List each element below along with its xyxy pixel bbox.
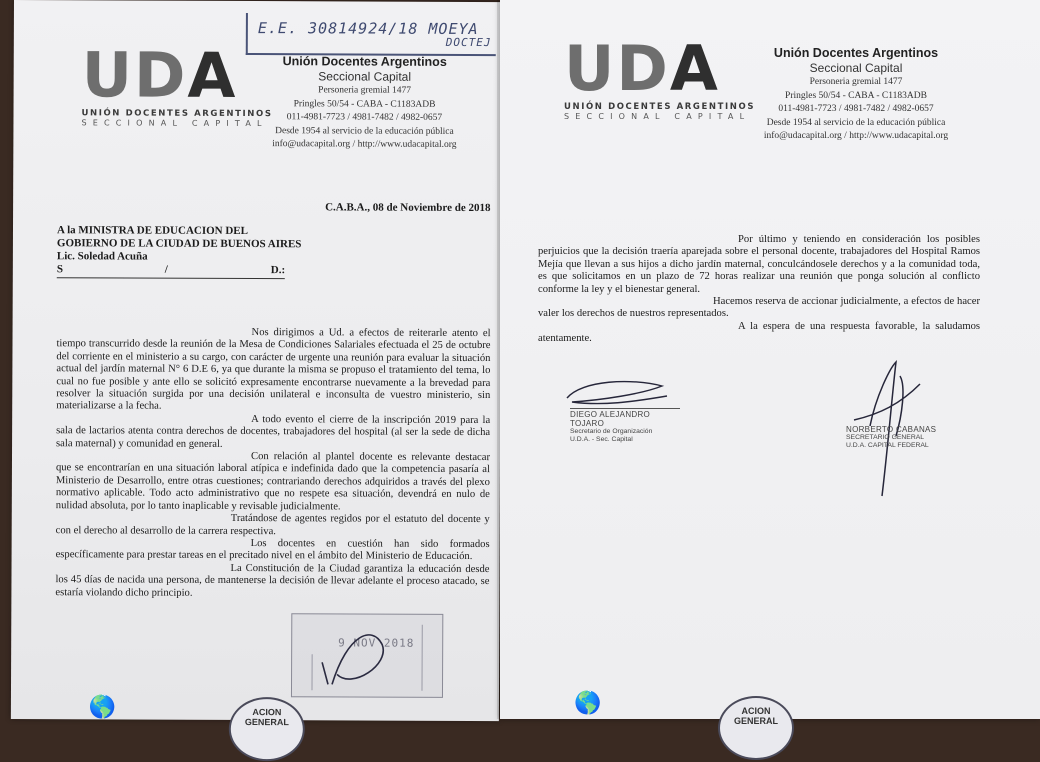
reception-stamp (291, 613, 443, 698)
org-address: Pringles 50/54 - CABA - C1183ADB (293, 98, 436, 110)
seal-text-2: ACION GENERAL (733, 706, 778, 726)
logo-wordmark-2: UDA (564, 32, 720, 105)
salutation-line (57, 263, 285, 279)
uda-logo (81, 38, 273, 129)
paragraph-3: Con relación al plantel docente es relevante destacar que se encontrarían en una situación laboral atípica e indefinida dado que la competencia pasaría al Ministerio de Desarrollo, entre otras cuestiones; contrariando derechos adquiridos a través del plexo normativo aplicable. Todo acto administrativo que no respete esa situación, devendrá en nulo de nulidad absoluta, por lo tanto inaplicable y revisable judicialmente. (55, 451, 491, 513)
org-personeria-2: Personeria gremial 1477 (809, 77, 903, 87)
signatory-1-role: Secretario de Organización (570, 428, 653, 435)
salutation-slash: / (164, 263, 168, 276)
letter-page-1 (11, 0, 502, 728)
signatory-2-name: NORBERTO CABANAS (846, 425, 937, 434)
paragraph-9: A la espera de una respuesta favorable, la saludamos atentamente. (538, 320, 980, 345)
signatory-1-name: DIEGO ALEJANDRO TOJARO (570, 408, 680, 428)
signatory-2-org: U.D.A. CAPITAL FEDERAL (846, 442, 929, 449)
org-phones-2: 011-4981-7723 / 4981-7482 / 4982-0657 (778, 104, 934, 114)
logo-line-1-2: UNIÓN DOCENTES ARGENTINOS (564, 102, 756, 112)
org-section: Seccional Capital (318, 69, 412, 84)
logo-wordmark: UDA (81, 38, 238, 112)
official-seal (229, 697, 305, 761)
addressee-block (57, 224, 302, 279)
org-web: info@udacapital.org / http://www.udacapital.org (272, 139, 457, 150)
org-name-2: Unión Docentes Argentinos (773, 46, 939, 60)
handwritten-dept: DOCTEJ (445, 35, 492, 50)
letter-body-right (538, 234, 980, 346)
letter-date: C.A.B.A., 08 de Noviembre de 2018 (325, 201, 491, 215)
paragraph-2: A todo evento el cierre de la inscripción 2019 para la sala de lactarios atenta contra derechos de docentes, trabajadores del hospital (al ser la sede de dicha sala maternal) y comunidad en general. (56, 413, 491, 450)
org-section-2: Seccional Capital (809, 61, 903, 75)
globe-icon: 🌎 (88, 694, 117, 720)
org-address-2: Pringles 50/54 - CABA - C1183ADB (785, 90, 927, 101)
addressee-line-1: A la MINISTRA DE EDUCACION DEL (56, 224, 249, 238)
signature-1-scribble (562, 376, 672, 412)
globe-icon-2: 🌎 (574, 690, 602, 715)
paragraph-4: Tratándose de agentes regidos por el estatuto del docente y con el derecho al desarrollo de la carrera respectiva. (55, 513, 490, 537)
salutation-d: D.: (270, 264, 286, 277)
letterhead-info (269, 54, 459, 152)
letter-body-left (55, 326, 490, 601)
org-name: Unión Docentes Argentinos (282, 54, 447, 69)
org-personeria: Personeria gremial 1477 (318, 85, 412, 96)
org-since: Desde 1954 al servicio de la educación pública (275, 125, 454, 137)
signatory-2-role: SECRETARIO GENERAL (846, 434, 925, 441)
paragraph-5: Los docentes en cuestión han sido formados específicamente para prestar tareas en el precitado nivel en el ámbito del Ministerio de Educación. (55, 537, 490, 563)
handwritten-file-number: E.E. 30814924/18 MOEYA (257, 19, 479, 39)
official-seal-2 (718, 696, 794, 760)
org-phones: 011-4981-7723 / 4981-7482 / 4982-0657 (286, 112, 443, 123)
stamp-date: 9 NOV 2018 (338, 636, 415, 650)
seal-text: ACION GENERAL (244, 707, 289, 728)
signatory-2 (846, 424, 956, 450)
paragraph-1: Nos dirigimos a Ud. a efectos de reiterarle atento el tiempo transcurrido desde la reunión de la Mesa de Condiciones Salariales efectuada el 25 de octubre del corriente en el ministerio a su cargo, con carácter de urgente una reunión para evaluar la situación actual del jardín maternal N° 6 D.E 6, ya que durante la misma se propuso el tratamiento del tema, lo cual no fue posible y ante ello se solicitó expresamente encontrarse nuevamente a la brevedad para resolver la situación surgida por una decisión unilateral e inconsulta de vuestro ministerio, sin materializarse a la fecha. (56, 327, 491, 413)
letter-page-2 (500, 0, 1040, 726)
paragraph-6: La Constitución de la Ciudad garantiza la educación desde los 45 días de nacida una persona, de mantenerse la decisión de llevar adelante el proceso atacado, se estaría violando dicho principio. (55, 562, 490, 599)
paragraph-7: Por último y teniendo en consideración los posibles perjuicios que la decisión traería aparejada sobre el personal docente, trabajadores del Hospital Ramos Mejía que llevan a sus hijos a dicho jardín maternal, conculcándosele derechos y a la comunidad toda, es que solicitamos en un plazo de 72 horas realizar una reunión que ponga solución al conflicto conforme la ley y el bienestar general. (538, 234, 980, 295)
letterhead-info-2 (758, 46, 954, 144)
org-web-2: info@udacapital.org / http://www.udacapital.org (763, 131, 949, 141)
signatory-1-org: U.D.A. - Sec. Capital (570, 436, 633, 443)
addressee-line-2: GOBIERNO DE LA CIUDAD DE BUENOS AIRES (56, 237, 302, 251)
signatory-1 (570, 408, 680, 444)
org-since-2: Desde 1954 al servicio de la educación pública (766, 117, 946, 128)
logo-line-2: SECCIONAL CAPITAL (81, 118, 268, 129)
stamp-signature (292, 614, 442, 697)
paragraph-8: Hacemos reserva de accionar judicialmente, a efectos de hacer valer los derechos de nuestros representados. (538, 296, 980, 320)
uda-logo-2 (564, 32, 756, 121)
addressee-line-3: Lic. Soledad Acuña (56, 250, 148, 263)
logo-line-2-2: SECCIONAL CAPITAL (564, 112, 751, 121)
salutation-s: S (56, 263, 63, 276)
logo-line-1: UNIÓN DOCENTES ARGENTINOS (81, 108, 273, 120)
